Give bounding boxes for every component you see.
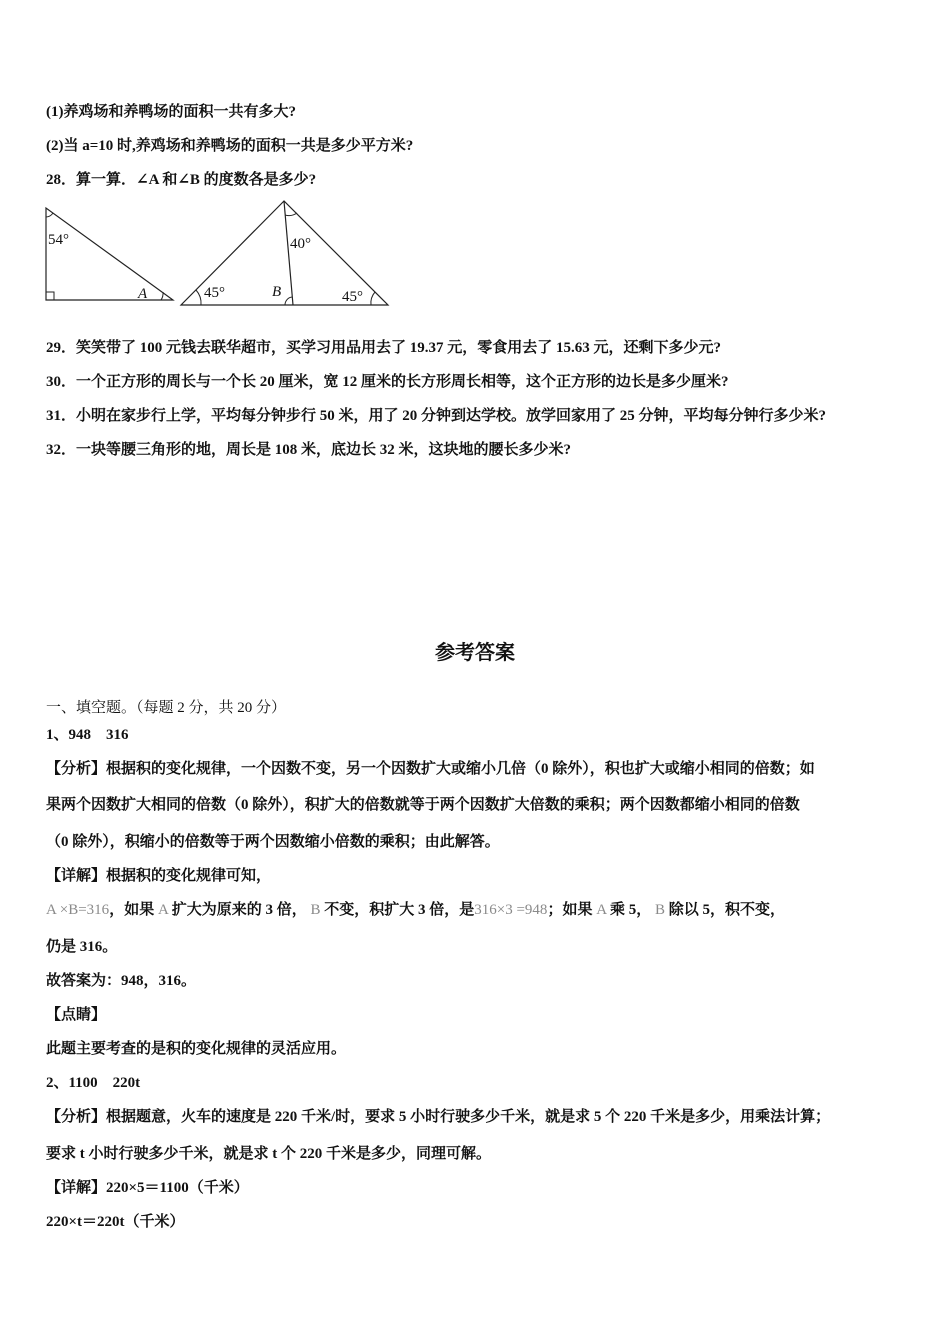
formula-316x3: 316×3 =948 xyxy=(474,902,548,918)
q32: 32．一块等腰三角形的地，周长是 108 米，底边长 32 米，这块地的腰长多少米? xyxy=(46,442,572,458)
var-a: A xyxy=(592,902,610,918)
answer2-header: 2、1100 220t xyxy=(46,1075,141,1091)
answers-title: 参考答案 xyxy=(435,642,515,664)
split-triangle-figure xyxy=(175,195,395,310)
answer2-analysis-line2: 要求 t 小时行驶多少千米，就是求 t 个 220 千米是多少，同理可解。 xyxy=(46,1146,491,1162)
answer1-detail-head: 【详解】根据积的变化规律可知， xyxy=(46,868,272,884)
answer1-tip: 此题主要考查的是积的变化规律的灵活应用。 xyxy=(46,1041,347,1057)
text: ，如果 xyxy=(109,902,155,918)
right-triangle-figure xyxy=(40,200,185,310)
q31: 31．小明在家步行上学，平均每分钟步行 50 米，用了 20 分钟到达学校。放学回家用了 25 分钟，平均每分钟行多少米? xyxy=(46,408,827,424)
text: 不变，积扩大 3 倍，是 xyxy=(324,902,475,918)
answer1-header: 1、948 316 xyxy=(46,727,129,743)
text: ；如果 xyxy=(547,902,593,918)
answer1-analysis-line2: 果两个因数扩大相同的倍数（0 除外），积扩大的倍数就等于两个因数扩大倍数的乘积；两个因数都缩小相同的倍数 xyxy=(46,797,800,813)
formula-axb: A ×B=316 xyxy=(46,902,110,918)
var-b: B xyxy=(306,902,325,918)
answer1-analysis-line1: 【分析】根据积的变化规律，一个因数不变，另一个因数扩大或缩小几倍（0 除外），积也扩大或缩小相同的倍数；如 xyxy=(46,761,815,777)
answer1-detail-line3: 仍是 316。 xyxy=(46,939,118,955)
q27-sub1: (1)养鸡场和养鸭场的面积一共有多大? xyxy=(46,104,296,120)
q28: 28．算一算．∠A 和∠B 的度数各是多少? xyxy=(46,172,317,188)
angle-b-label: B xyxy=(272,284,282,300)
var-a: A xyxy=(154,902,172,918)
answer1-conclusion: 故答案为：948，316。 xyxy=(46,973,197,989)
angle-54-label: 54° xyxy=(48,232,69,248)
q27-sub2: (2)当 a=10 时,养鸡场和养鸭场的面积一共是多少平方米? xyxy=(46,138,414,154)
angle-45-right-label: 45° xyxy=(342,289,363,305)
q29: 29．笑笑带了 100 元钱去联华超市，买学习用品用去了 19.37 元，零食用去了 15.63 元，还剩下多少元? xyxy=(46,340,722,356)
section1-heading: 一、填空题。（每题 2 分，共 20 分） xyxy=(46,700,287,716)
text: 乘 5， xyxy=(609,902,652,918)
answer1-detail-line2 xyxy=(46,900,785,920)
text: 扩大为原来的 3 倍， xyxy=(171,902,307,918)
answer2-detail-line1: 【详解】220×5＝1100（千米） xyxy=(46,1180,249,1196)
angle-45-left-label: 45° xyxy=(204,285,225,301)
angle-40-label: 40° xyxy=(290,236,311,252)
text: 除以 5，积不变， xyxy=(668,902,786,918)
q30: 30．一个正方形的周长与一个长 20 厘米，宽 12 厘米的长方形周长相等，这个正方形的边长是多少厘米? xyxy=(46,374,729,390)
answer2-detail-line2: 220×t＝220t（千米） xyxy=(46,1214,185,1230)
answer1-analysis-line3: （0 除外），积缩小的倍数等于两个因数缩小倍数的乘积；由此解答。 xyxy=(46,834,500,850)
var-b: B xyxy=(651,902,669,918)
angle-a-label: A xyxy=(138,286,148,302)
answer1-tip-head: 【点睛】 xyxy=(46,1007,107,1023)
answer2-analysis-line1: 【分析】根据题意，火车的速度是 220 千米/时，要求 5 小时行驶多少千米，就是求 5 个 220 千米是多少，用乘法计算； xyxy=(46,1109,831,1125)
